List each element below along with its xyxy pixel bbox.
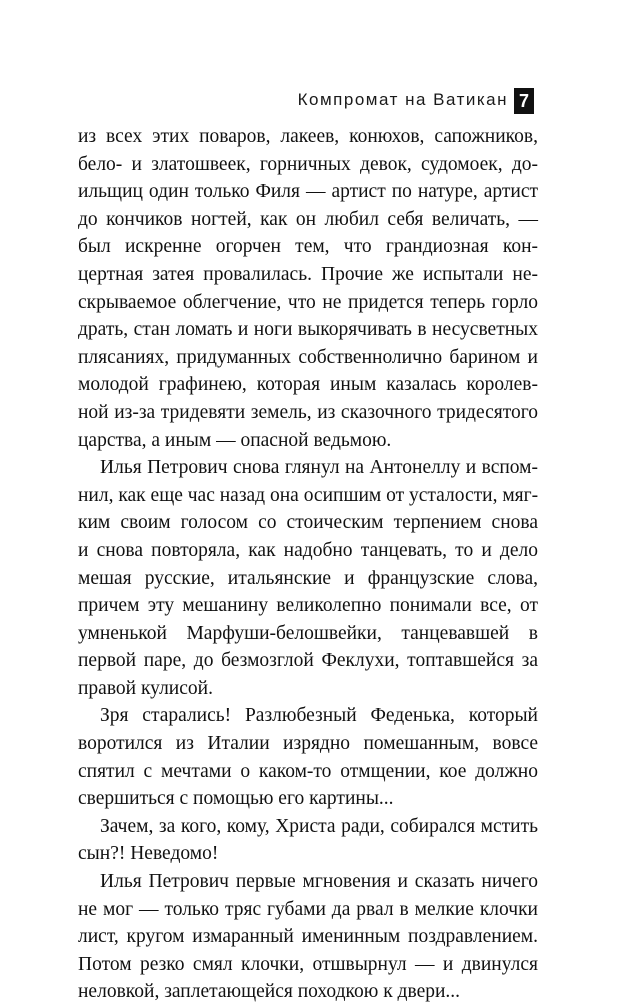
text-line: Зачем, за кого, кому, Христа ради, собирался мстить — [100, 815, 538, 837]
text-line: Илья Петрович первые мгновения и сказать ничего — [100, 871, 538, 893]
text-line: цертная затея провалилась. Прочие же испытали не- — [78, 263, 538, 285]
text-line: неловкой, заплетающейся походкою к двери... — [78, 981, 461, 1003]
text-line: царства, а иным — опасной ведьмою. — [78, 429, 392, 451]
text-line: Зря старались! Разлюбезный Феденька, который — [100, 705, 538, 727]
text-line: умненькой Марфуши-белошвейки, танцевавшей в — [78, 622, 538, 644]
text-line: правой кулисой. — [78, 677, 213, 699]
text-line: из всех этих поваров, лакеев, конюхов, сапожников, — [78, 126, 538, 147]
text-line: плясаниях, придуманных собственнолично барином и — [78, 346, 538, 368]
text-line: до кончиков ногтей, как он любил себя величать, — — [78, 208, 538, 230]
text-line: лист, кругом измаранный именинным поздравлением. — [78, 926, 538, 948]
text-line: бело- и златошвеек, горничных девок, судомоек, до- — [78, 153, 538, 175]
text-line: мешая русские, итальянские и французские слова, — [78, 567, 538, 589]
text-line: воротился из Италии изрядно помешанным, вовсе — [78, 733, 538, 755]
text-line: был искренне огорчен тем, что грандиозная кон- — [78, 236, 538, 258]
paragraph — [78, 702, 538, 812]
text-line: нил, как еще час назад она осипшим от усталости, мяг- — [78, 484, 539, 506]
text-line: скрываемое облегчение, что не придется теперь горло — [78, 291, 538, 313]
running-header-title: Компромат на Ватикан — [297, 90, 508, 109]
text-line: сын?! Неведомо! — [78, 843, 219, 865]
text-line: Илья Петрович снова глянул на Антонеллу и вспом- — [100, 457, 538, 479]
text-line: молодой графинею, которая иным казалась королев- — [78, 374, 538, 396]
text-line: ким своим голосом со стоическим терпением снова — [78, 512, 538, 534]
text-line: причем эту мешанину великолепно понимали все, от — [78, 595, 538, 617]
paragraph — [78, 813, 538, 868]
running-header — [0, 88, 640, 116]
text-line: свершиться с помощью его картины... — [78, 788, 394, 810]
text-line: ильщиц один только Филя — артист по натуре, артист — [78, 181, 538, 203]
page-number-badge: 7 — [514, 88, 534, 114]
text-line: первой паре, до безмозглой Феклухи, топтавшейся за — [78, 650, 538, 672]
text-line: драть, стан ломать и ноги выкорячивать в несусветных — [78, 319, 538, 341]
paragraph — [78, 123, 538, 454]
paragraph — [78, 868, 538, 1006]
text-line: не мог — только тряс губами да рвал в мелкие клочки — [78, 898, 538, 920]
body-text — [78, 123, 538, 1006]
text-line: Потом резко смял клочки, отшвырнул — и двинулся — [78, 953, 538, 975]
text-line: ной из-за тридевяти земель, из сказочного тридесятого — [78, 401, 538, 423]
text-line: спятил с мечтами о каком-то отмщении, кое должно — [78, 760, 538, 782]
text-line: и снова повторяла, как надобно танцевать, то и дело — [78, 539, 538, 561]
paragraph — [78, 454, 538, 702]
